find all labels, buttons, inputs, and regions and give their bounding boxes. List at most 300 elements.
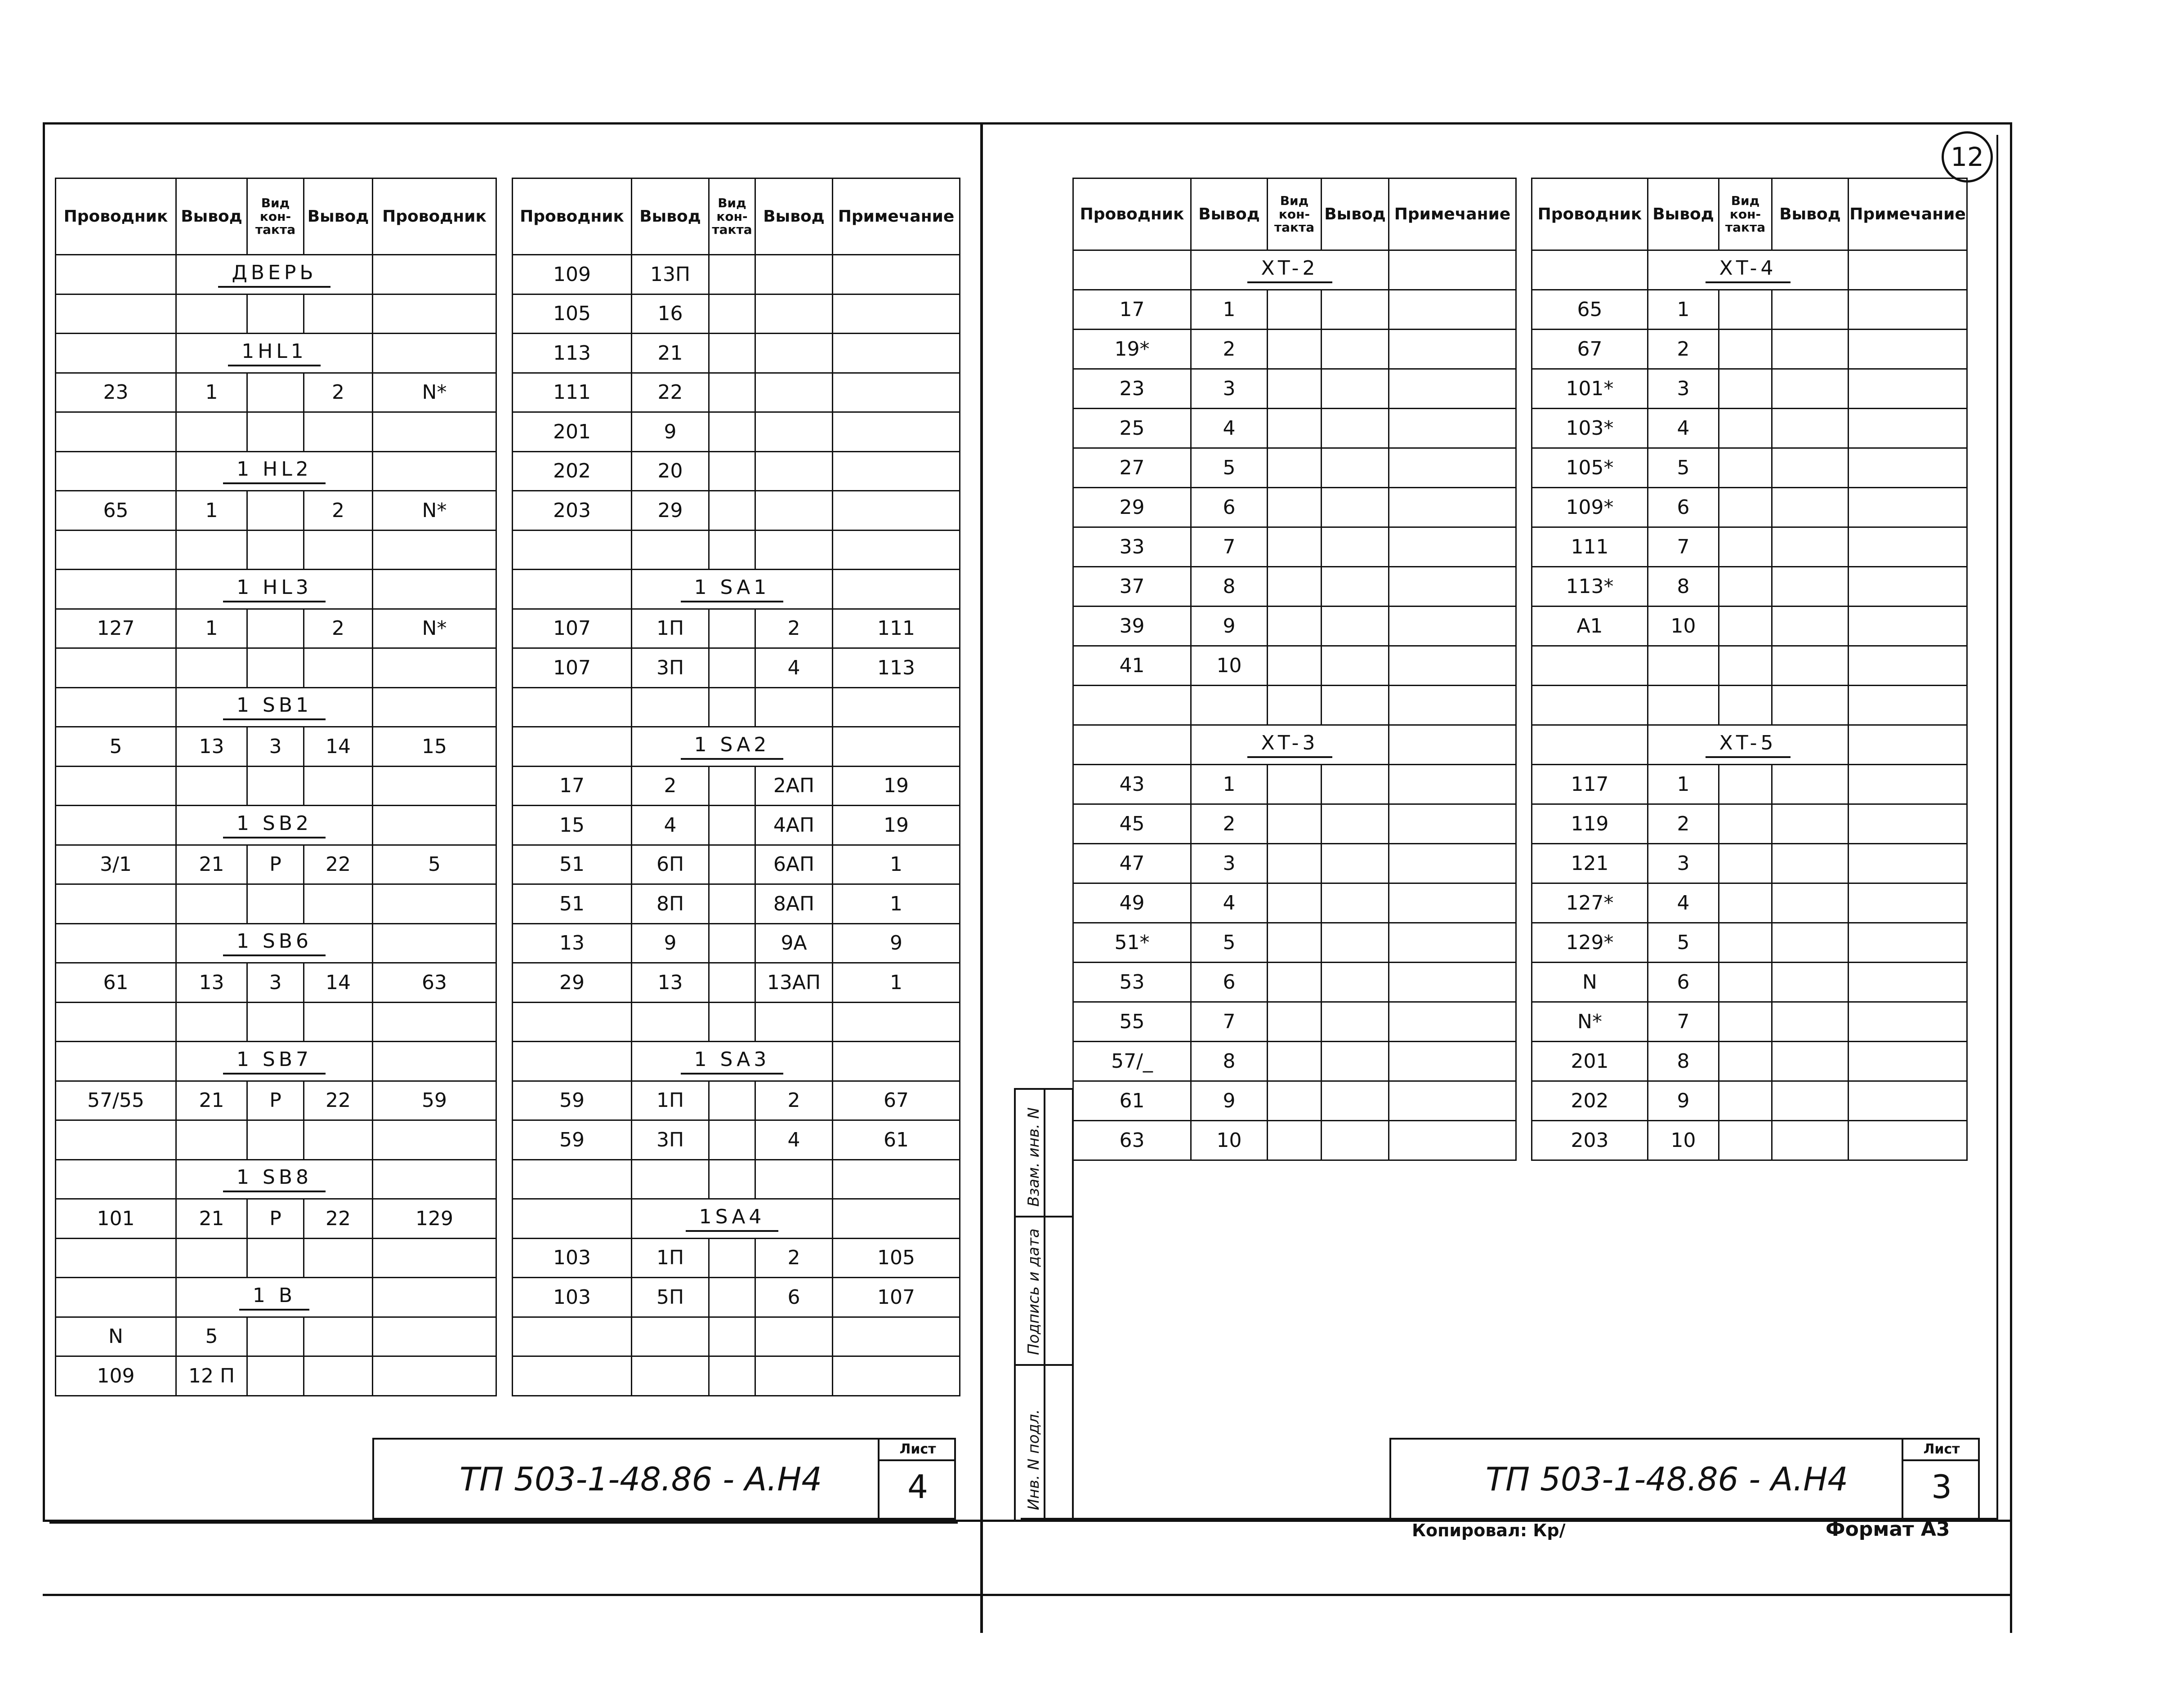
table-a-body — [56, 255, 496, 1396]
table-cell — [1268, 963, 1322, 1002]
section-spacer — [373, 923, 496, 963]
table-cell — [1268, 923, 1322, 963]
table-cell — [833, 530, 960, 570]
sheet-number: 4 — [907, 1468, 928, 1506]
table-cell: 119 — [1532, 804, 1648, 844]
table-cell: 2АП — [755, 766, 833, 806]
table-cell — [833, 491, 960, 531]
table-row — [1532, 527, 1967, 567]
table-row — [1532, 646, 1967, 686]
section-row — [56, 806, 496, 845]
table-cell — [1719, 1002, 1772, 1042]
section-spacer — [833, 1199, 960, 1239]
sheet-label: Лист — [880, 1440, 956, 1461]
table-row — [1532, 686, 1967, 725]
table-cell: 3 — [1191, 369, 1268, 409]
table-row — [56, 1317, 496, 1356]
table-cell: 105 — [513, 294, 632, 334]
table-row — [513, 648, 960, 688]
table-cell: 6 — [755, 1278, 833, 1317]
section-title-cell — [1648, 250, 1849, 290]
right-title-block — [1389, 1438, 1980, 1520]
table-row — [513, 1278, 960, 1317]
table-cell: 8П — [632, 884, 709, 924]
table-cell: 13 — [632, 963, 709, 1003]
table-cell — [709, 963, 755, 1003]
table-row — [513, 963, 960, 1003]
table-cell — [1849, 448, 1967, 488]
table-cell — [304, 412, 373, 452]
table-cell — [1322, 1121, 1389, 1160]
table-cell: 23 — [56, 373, 176, 412]
table-row — [1532, 369, 1967, 409]
table-row — [56, 530, 496, 570]
strip-label-2: Подпись и дата — [1025, 1228, 1043, 1355]
table-cell — [176, 884, 247, 924]
table-cell: 7 — [1191, 1002, 1268, 1042]
table-row — [1073, 646, 1516, 686]
table-row — [1073, 448, 1516, 488]
table-cell — [1322, 567, 1389, 606]
table-cell — [709, 294, 755, 334]
table-cell — [1322, 369, 1389, 409]
table-cell — [709, 609, 755, 648]
table-cell — [1389, 330, 1516, 369]
table-cell — [632, 1317, 709, 1356]
table-cell — [709, 1081, 755, 1120]
table-cell: 2 — [1191, 804, 1268, 844]
table-cell — [247, 1120, 304, 1160]
table-cell — [1772, 963, 1849, 1002]
table-cell: 29 — [632, 491, 709, 531]
section-row — [56, 451, 496, 491]
table-cell — [1849, 369, 1967, 409]
table-cell — [1322, 409, 1389, 448]
table-cell — [513, 1002, 632, 1042]
table-cell — [755, 373, 833, 412]
table-cell — [1322, 488, 1389, 527]
table-cell — [1268, 290, 1322, 330]
table-cell: N* — [1532, 1002, 1648, 1042]
table-cell — [1268, 409, 1322, 448]
table-cell: 8 — [1191, 567, 1268, 606]
table-cell — [1849, 804, 1967, 844]
table-cell — [1719, 1042, 1772, 1081]
table-row — [1532, 290, 1967, 330]
table-cell: 25 — [1073, 409, 1191, 448]
table-cell: 14 — [304, 727, 373, 767]
right-terminal-table-xt4-xt5 — [1531, 178, 1968, 1161]
table-cell: 2 — [1191, 330, 1268, 369]
table-cell: 3 — [1648, 369, 1719, 409]
table-cell — [1389, 369, 1516, 409]
table-cell — [1772, 883, 1849, 923]
table-cell — [1719, 409, 1772, 448]
table-cell — [709, 334, 755, 373]
table-cell: 45 — [1073, 804, 1191, 844]
section-spacer — [373, 451, 496, 491]
table-cell — [1772, 1002, 1849, 1042]
table-cell — [709, 806, 755, 845]
table-cell — [1322, 1042, 1389, 1081]
table-cell — [709, 1120, 755, 1160]
frame-center-line — [980, 122, 983, 1633]
table-cell: 7 — [1648, 527, 1719, 567]
table-cell — [1389, 883, 1516, 923]
table-row — [1073, 765, 1516, 804]
table-cell: 13 — [176, 963, 247, 1003]
table-cell: 59 — [513, 1120, 632, 1160]
section-title: 1 SB6 — [223, 930, 326, 956]
table-row — [513, 806, 960, 845]
table-cell: 4 — [1648, 409, 1719, 448]
section-row — [56, 1278, 496, 1317]
table-row — [1073, 1002, 1516, 1042]
table-cell — [1389, 765, 1516, 804]
table-cell: 22 — [304, 1199, 373, 1239]
table-cell — [373, 530, 496, 570]
table-cell: 19 — [833, 806, 960, 845]
table-cell — [709, 1238, 755, 1278]
section-row — [513, 727, 960, 767]
table-cell: 67 — [1532, 330, 1648, 369]
table-cell: 22 — [304, 845, 373, 884]
table-cell: 4 — [1191, 409, 1268, 448]
table-cell — [709, 687, 755, 727]
table-cell — [1389, 963, 1516, 1002]
table-cell: 51 — [513, 884, 632, 924]
revision-side-strip — [1014, 1088, 1074, 1521]
table-cell — [1849, 527, 1967, 567]
section-row — [56, 923, 496, 963]
header-conductor: Проводник — [513, 178, 632, 255]
table-cell — [1268, 1042, 1322, 1081]
table-row — [1073, 606, 1516, 646]
table-row — [1532, 1081, 1967, 1121]
section-title-cell — [176, 255, 373, 294]
left-connection-table-a — [55, 178, 497, 1396]
table-cell: 17 — [513, 766, 632, 806]
section-title: 1 B — [239, 1284, 309, 1311]
table-row — [1073, 527, 1516, 567]
table-cell — [1648, 686, 1719, 725]
table-row — [1532, 765, 1967, 804]
table-cell — [513, 1317, 632, 1356]
table-cell — [1772, 606, 1849, 646]
table-row — [513, 1002, 960, 1042]
table-cell — [1073, 686, 1191, 725]
table-row — [1532, 844, 1967, 883]
table-cell: 4АП — [755, 806, 833, 845]
table-row — [513, 255, 960, 294]
header-conductor: Проводник — [1532, 178, 1648, 250]
format-label: Формат А3 — [1826, 1518, 1950, 1541]
table-cell: 5 — [176, 1317, 247, 1356]
table-cell: 121 — [1532, 844, 1648, 883]
table-row — [56, 373, 496, 412]
table-cell — [1719, 488, 1772, 527]
table-cell: 65 — [1532, 290, 1648, 330]
table-cell — [755, 1356, 833, 1396]
table-cell: 201 — [1532, 1042, 1648, 1081]
table-cell — [1849, 488, 1967, 527]
section-spacer — [513, 570, 632, 609]
table-cell: 109* — [1532, 488, 1648, 527]
table-cell: 111 — [513, 373, 632, 412]
table-row — [1073, 1081, 1516, 1121]
table-cell — [304, 766, 373, 806]
table-row — [1532, 448, 1967, 488]
table-cell: 9 — [1648, 1081, 1719, 1121]
table-cell: 5 — [1191, 923, 1268, 963]
table-cell: 37 — [1073, 567, 1191, 606]
table-cell — [1849, 686, 1967, 725]
table-cell: 21 — [632, 334, 709, 373]
table-cell: 10 — [1191, 646, 1268, 686]
table-cell — [373, 1002, 496, 1042]
table-cell: 8 — [1191, 1042, 1268, 1081]
section-title-cell — [176, 1042, 373, 1081]
table-row — [1532, 567, 1967, 606]
table-cell — [755, 491, 833, 531]
section-title: 1 SB2 — [223, 812, 326, 838]
section-spacer — [56, 1278, 176, 1317]
table-cell — [1849, 765, 1967, 804]
table-cell: 1П — [632, 1238, 709, 1278]
table-cell: 5П — [632, 1278, 709, 1317]
header-terminal-2: Вывод — [1322, 178, 1389, 250]
table-cell: 6П — [632, 845, 709, 884]
section-spacer — [373, 255, 496, 294]
section-title-cell — [176, 1159, 373, 1199]
table-cell: 4 — [1648, 883, 1719, 923]
section-title: 1 SA3 — [681, 1048, 784, 1075]
table-cell: 51* — [1073, 923, 1191, 963]
table-cell — [1772, 448, 1849, 488]
table-cell — [1389, 488, 1516, 527]
table-cell — [1389, 290, 1516, 330]
table-cell — [709, 451, 755, 491]
table-cell — [1719, 883, 1772, 923]
header-note: Примечание — [1389, 178, 1516, 250]
table-cell — [755, 530, 833, 570]
table-cell: 1 — [1191, 290, 1268, 330]
table-cell — [833, 1317, 960, 1356]
table-cell — [1849, 409, 1967, 448]
table-row — [513, 1356, 960, 1396]
table-cell — [1268, 646, 1322, 686]
table-cell — [709, 491, 755, 531]
table-row — [1073, 686, 1516, 725]
table-row — [1073, 290, 1516, 330]
table-cell: 5 — [1648, 448, 1719, 488]
table-cell: 21 — [176, 1199, 247, 1239]
table-row — [56, 1002, 496, 1042]
table-cell: 22 — [632, 373, 709, 412]
table-cell: 9А — [755, 923, 833, 963]
table-cell — [1719, 963, 1772, 1002]
sheet-label: Лист — [1903, 1440, 1980, 1461]
section-spacer — [373, 687, 496, 727]
table-cell — [373, 1317, 496, 1356]
header-contact-type: Вид кон-такта — [1719, 178, 1772, 250]
table-row — [1073, 369, 1516, 409]
table-cell: 2 — [304, 609, 373, 648]
table-cell — [755, 412, 833, 452]
table-cell — [1322, 527, 1389, 567]
table-cell — [1772, 1042, 1849, 1081]
frame-left-line — [43, 122, 45, 1522]
table-c-body — [1073, 250, 1516, 1160]
section-spacer — [513, 1042, 632, 1081]
table-cell — [1719, 923, 1772, 963]
table-cell — [1322, 330, 1389, 369]
table-cell: 203 — [1532, 1121, 1648, 1160]
table-row — [1532, 488, 1967, 527]
table-cell: 13 — [513, 923, 632, 963]
section-title: XT-2 — [1247, 257, 1332, 283]
table-cell: 2 — [1648, 330, 1719, 369]
table-cell — [1719, 1081, 1772, 1121]
table-row — [1532, 1002, 1967, 1042]
table-cell — [1268, 606, 1322, 646]
section-title-cell — [176, 570, 373, 609]
table-cell: 202 — [513, 451, 632, 491]
table-cell: 59 — [373, 1081, 496, 1120]
table-cell: 1 — [833, 845, 960, 884]
table-cell — [1772, 1081, 1849, 1121]
table-cell: 1 — [833, 963, 960, 1003]
table-row — [1073, 844, 1516, 883]
table-d-body — [1532, 250, 1967, 1160]
table-cell — [304, 1238, 373, 1278]
table-cell — [833, 294, 960, 334]
table-cell: 109 — [513, 255, 632, 294]
table-cell: 20 — [632, 451, 709, 491]
section-title: 1SA4 — [686, 1205, 779, 1232]
section-spacer — [373, 1042, 496, 1081]
table-cell: 3 — [1648, 844, 1719, 883]
strip-label-1: Инв. N подл. — [1025, 1409, 1043, 1510]
table-cell — [1849, 1121, 1967, 1160]
section-title-cell — [1191, 250, 1389, 290]
table-cell — [1719, 844, 1772, 883]
table-cell: 103* — [1532, 409, 1648, 448]
frame-top-line — [43, 122, 2012, 125]
table-cell — [1389, 1081, 1516, 1121]
table-cell — [373, 1120, 496, 1160]
section-title: 1 SB1 — [223, 694, 326, 720]
table-cell — [1849, 963, 1967, 1002]
table-cell: 7 — [1648, 1002, 1719, 1042]
table-cell: 15 — [373, 727, 496, 767]
table-cell: 59 — [513, 1081, 632, 1120]
table-cell — [1719, 448, 1772, 488]
table-cell — [373, 884, 496, 924]
section-title: 1 SA2 — [681, 733, 784, 760]
table-row — [56, 294, 496, 334]
table-cell — [1849, 923, 1967, 963]
table-cell — [833, 373, 960, 412]
table-cell: 127* — [1532, 883, 1648, 923]
section-title: 1 SB8 — [223, 1166, 326, 1192]
header-terminal-2: Вывод — [304, 178, 373, 255]
table-row — [513, 687, 960, 727]
table-cell: 2 — [755, 1081, 833, 1120]
table-cell — [247, 373, 304, 412]
table-cell — [1719, 646, 1772, 686]
table-cell — [1322, 290, 1389, 330]
table-cell: 61 — [56, 963, 176, 1003]
table-cell — [833, 334, 960, 373]
left-connection-table-b — [512, 178, 960, 1396]
table-cell — [709, 1278, 755, 1317]
table-cell: 107 — [513, 609, 632, 648]
table-cell — [1772, 488, 1849, 527]
table-cell: 16 — [632, 294, 709, 334]
table-cell: 63 — [373, 963, 496, 1003]
section-spacer — [373, 806, 496, 845]
table-cell — [304, 1002, 373, 1042]
section-row — [1073, 725, 1516, 765]
table-cell — [755, 1159, 833, 1199]
section-title-cell — [1191, 725, 1389, 765]
table-cell: 2 — [304, 491, 373, 531]
section-spacer — [56, 1159, 176, 1199]
table-cell — [1268, 488, 1322, 527]
section-row — [56, 570, 496, 609]
table-cell — [709, 884, 755, 924]
table-cell — [709, 845, 755, 884]
table-cell: 203 — [513, 491, 632, 531]
table-cell: A1 — [1532, 606, 1648, 646]
section-title: 1 SB7 — [223, 1048, 326, 1075]
table-cell — [1772, 409, 1849, 448]
table-cell — [1849, 1042, 1967, 1081]
table-cell: 105* — [1532, 448, 1648, 488]
section-spacer — [833, 1042, 960, 1081]
table-cell: 5 — [56, 727, 176, 767]
table-cell — [1389, 567, 1516, 606]
table-row — [1073, 488, 1516, 527]
table-cell: 19 — [833, 766, 960, 806]
table-cell — [1532, 686, 1648, 725]
table-cell — [755, 1317, 833, 1356]
table-cell — [833, 1159, 960, 1199]
section-row — [1073, 250, 1516, 290]
table-cell — [709, 923, 755, 963]
table-cell: 129* — [1532, 923, 1648, 963]
table-cell — [632, 530, 709, 570]
table-cell — [709, 1159, 755, 1199]
table-cell: 3/1 — [56, 845, 176, 884]
table-row — [1532, 883, 1967, 923]
header-terminal: Вывод — [1191, 178, 1268, 250]
table-cell: 47 — [1073, 844, 1191, 883]
table-row — [1073, 963, 1516, 1002]
table-cell: 3 — [247, 727, 304, 767]
section-row — [1532, 250, 1967, 290]
inner-right-sheet-right — [1996, 135, 1998, 1520]
section-spacer — [56, 806, 176, 845]
table-cell — [1772, 330, 1849, 369]
table-cell: 12 П — [176, 1356, 247, 1396]
table-cell — [176, 766, 247, 806]
table-cell: 127 — [56, 609, 176, 648]
table-cell — [1719, 369, 1772, 409]
table-cell — [1389, 646, 1516, 686]
table-cell — [1322, 448, 1389, 488]
